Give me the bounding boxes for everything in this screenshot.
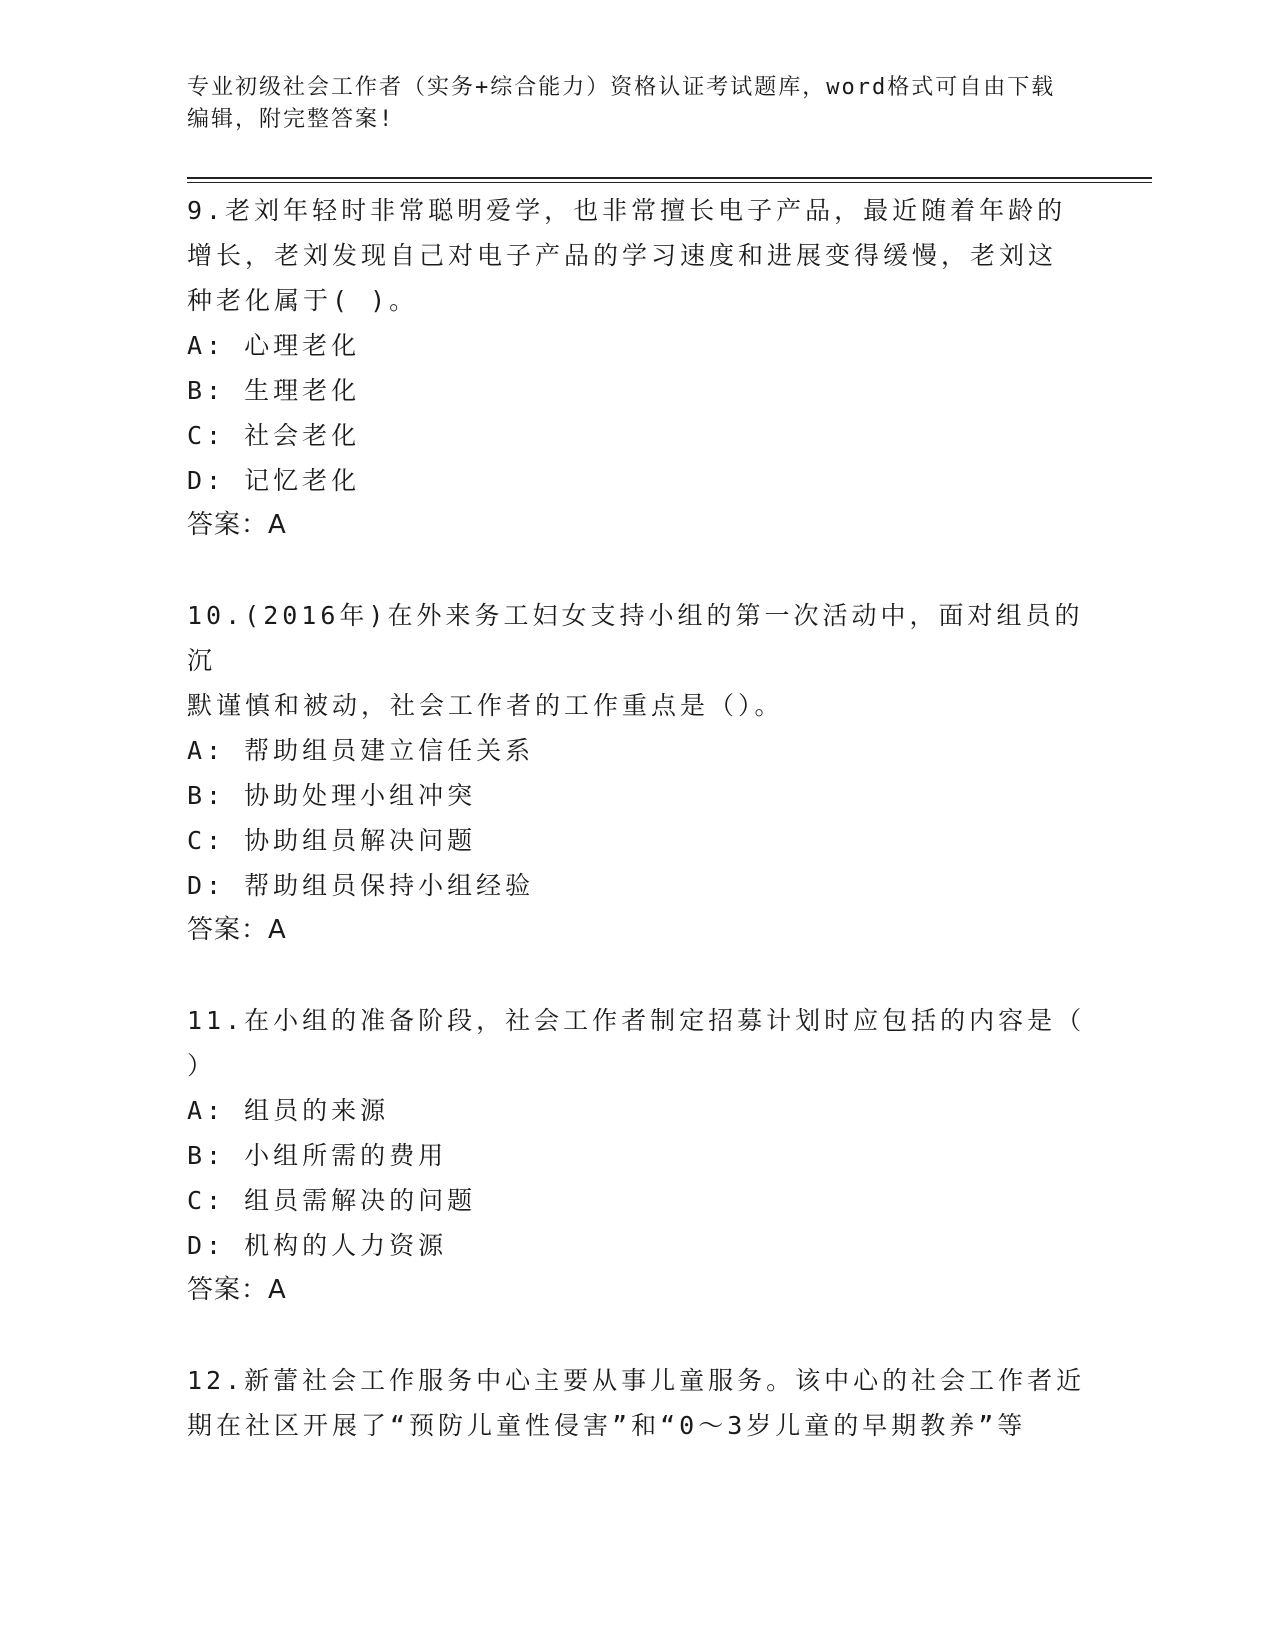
option-b: B: 协助处理小组冲突 <box>187 781 477 810</box>
option-d: D: 记忆老化 <box>187 466 361 495</box>
spacer <box>187 953 1087 998</box>
header-line-1: 专业初级社会工作者（实务+综合能力）资格认证考试题库，word格式可自由下载 <box>187 75 1056 100</box>
question-stem-line: 默谨慎和被动，社会工作者的工作重点是（）。 <box>187 691 784 720</box>
question-12 <box>187 1358 1087 1448</box>
header-divider-thick <box>187 177 1152 179</box>
answer-line: 答案：A <box>187 510 287 540</box>
question-stem-line: 11.在小组的准备阶段，社会工作者制定招募计划时应包括的内容是（ <box>187 1006 1086 1035</box>
question-stem-line: 种老化属于( )。 <box>187 286 419 315</box>
question-stem-line: 10.(2016年)在外来务工妇女支持小组的第一次活动中，面对组员的沉 <box>187 601 1084 675</box>
page-header <box>187 72 1087 136</box>
option-c: C: 组员需解决的问题 <box>187 1186 477 1215</box>
option-b: B: 生理老化 <box>187 376 361 405</box>
question-stem-line: 12.新蕾社会工作服务中心主要从事儿童服务。该中心的社会工作者近 <box>187 1366 1086 1395</box>
spacer <box>187 1313 1087 1358</box>
header-divider-thin <box>187 182 1152 183</box>
header-line-2: 编辑，附完整答案! <box>187 107 395 132</box>
answer-line: 答案：A <box>187 915 287 945</box>
option-a: A: 帮助组员建立信任关系 <box>187 736 535 765</box>
question-10 <box>187 593 1087 953</box>
answer-line: 答案：A <box>187 1275 287 1305</box>
question-stem-line: 9.老刘年轻时非常聪明爱学，也非常擅长电子产品，最近随着年龄的 <box>187 196 1067 225</box>
spacer <box>187 548 1087 593</box>
question-stem-line: 增长，老刘发现自己对电子产品的学习速度和进展变得缓慢，老刘这 <box>187 241 1058 270</box>
option-d: D: 帮助组员保持小组经验 <box>187 871 535 900</box>
question-9 <box>187 188 1087 548</box>
question-list <box>187 188 1087 1448</box>
option-c: C: 社会老化 <box>187 421 361 450</box>
option-b: B: 小组所需的费用 <box>187 1141 448 1170</box>
option-d: D: 机构的人力资源 <box>187 1231 448 1260</box>
question-11 <box>187 998 1087 1313</box>
question-stem-line: 期在社区开展了“预防儿童性侵害”和“0～3岁儿童的早期教养”等 <box>187 1411 1027 1440</box>
question-stem-line: ） <box>187 1051 217 1080</box>
option-c: C: 协助组员解决问题 <box>187 826 477 855</box>
option-a: A: 组员的来源 <box>187 1096 390 1125</box>
option-a: A: 心理老化 <box>187 331 361 360</box>
